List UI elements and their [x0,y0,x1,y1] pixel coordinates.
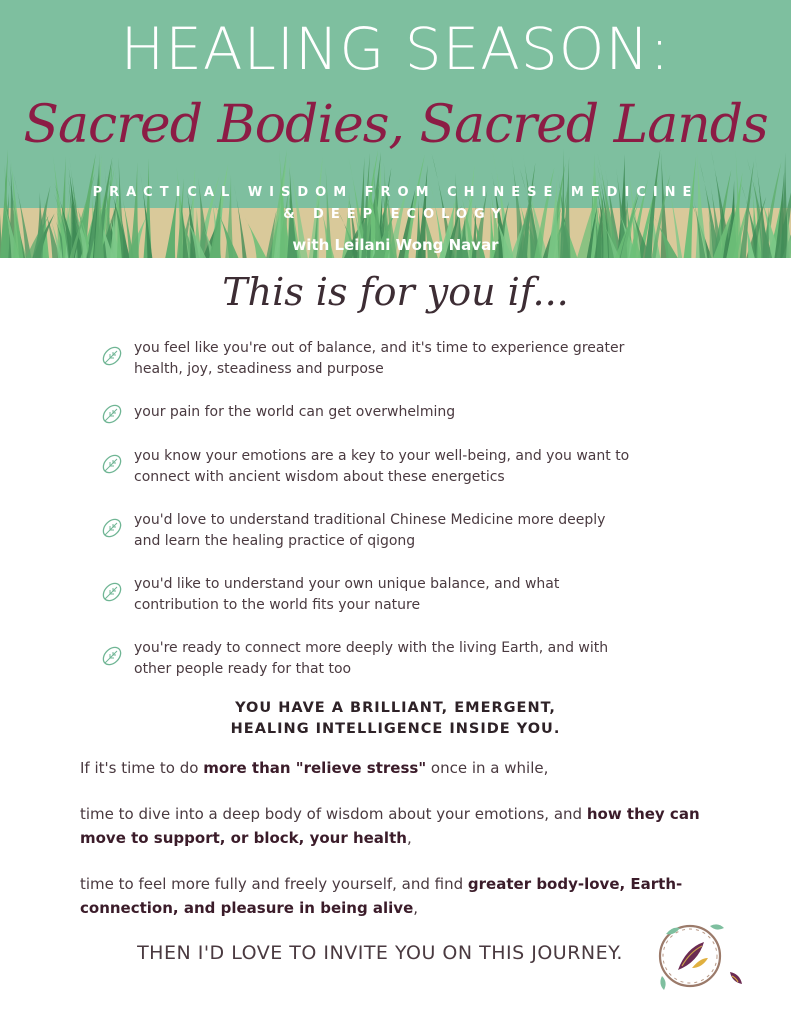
subtitle-line-1: PRACTICAL WISDOM FROM CHINESE MEDICINE [92,185,699,200]
leaf-icon [100,644,124,668]
paragraph-text: , [406,829,412,847]
leaf-icon [100,402,124,426]
list-item-line-2: and learn the healing practice of qigong [134,533,416,549]
list-item-line-1: you know your emotions are a key to your well-being, and you want to [134,448,630,464]
paragraph-2 [80,802,730,850]
paragraph-emphasis: greater body-love, Earth-connection, and pleasure in being alive [80,875,683,917]
intro-heading: This is for you if... [222,270,569,314]
paragraph-text: once in a while, [426,759,549,777]
list-item-line-1: you're ready to connect more deeply with the living Earth, and with [134,640,609,656]
tagline-line-1: YOU HAVE A BRILLIANT, EMERGENT, [235,700,556,716]
subtitle-line-2: & DEEP ECOLOGY [283,207,508,222]
paragraph-emphasis: how they can move to support, or block, your health [80,805,700,847]
list-item [100,402,660,426]
list-item [100,510,660,552]
leaf-icon [100,580,124,604]
wreath-icon [652,918,748,994]
tagline [0,698,791,740]
header-banner [0,0,791,258]
paragraph-text: time to feel more fully and freely yourself, and find [80,875,468,893]
list-item-line-2: contribution to the world fits your nature [134,597,421,613]
page-title: HEALING SEASON: [120,15,671,83]
list-item-line-2: health, joy, steadiness and purpose [134,361,384,377]
leaf-icon [100,516,124,540]
list-item [100,638,660,680]
list-item [100,338,660,380]
script-title: Sacred Bodies, Sacred Lands [23,95,768,155]
subtitle [40,182,751,226]
list-item [100,574,660,616]
call-to-action: THEN I'D LOVE TO INVITE YOU ON THIS JOURNEY. [137,942,623,964]
leaf-icon [100,452,124,476]
list-item-line-2: other people ready for that too [134,661,352,677]
paragraph-text: , [413,899,419,917]
list-item-line-2: connect with ancient wisdom about these energetics [134,469,505,485]
leaf-icon [100,344,124,368]
paragraph-1 [80,756,730,780]
list-item-line-1: you feel like you're out of balance, and it's time to experience greater [134,340,625,356]
paragraph-text: time to dive into a deep body of wisdom about your emotions, and [80,805,587,823]
list-item [100,446,660,488]
list-item-line-1: you'd like to understand your own unique balance, and what [134,576,560,592]
tagline-line-2: HEALING INTELLIGENCE INSIDE YOU. [230,721,561,737]
paragraph-3 [80,872,730,920]
paragraph-text: If it's time to do [80,759,204,777]
list-item-line-1: your pain for the world can get overwhelming [134,404,456,420]
byline: with Leilani Wong Navar [292,236,499,254]
list-item-line-1: you'd love to understand traditional Chinese Medicine more deeply [134,512,606,528]
paragraph-emphasis: more than "relieve stress" [203,759,427,777]
